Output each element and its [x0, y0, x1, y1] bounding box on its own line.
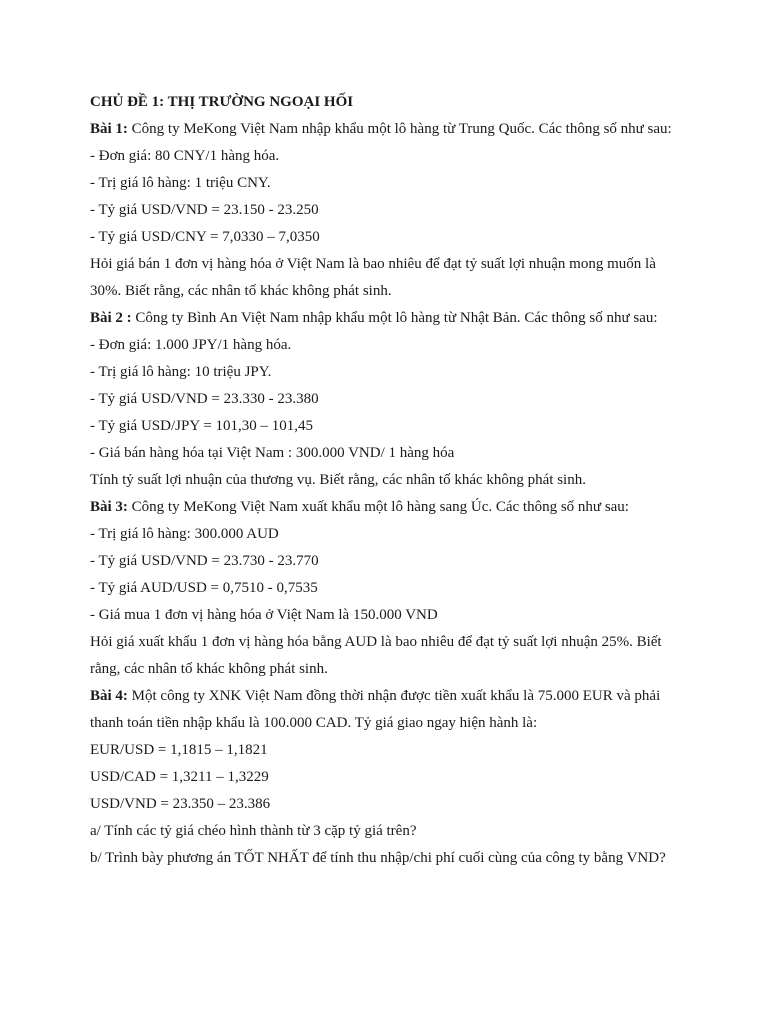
exercise-3-label: Bài 3: — [90, 499, 128, 515]
exercise-2-item: - Đơn giá: 1.000 JPY/1 hàng hóa. — [90, 337, 292, 353]
exercise-4-line: thanh toán tiền nhập khẩu là 100.000 CAD. Tỷ giá giao ngay hiện hành là: — [90, 715, 538, 731]
exercise-3-question: rằng, các nhân tố khác không phát sinh. — [90, 661, 328, 677]
exercise-2-heading — [90, 305, 690, 332]
exercise-4-heading — [90, 683, 690, 710]
exercise-4-line: USD/VND = 23.350 – 23.386 — [90, 796, 271, 812]
exercise-3-item: - Tỷ giá USD/VND = 23.730 - 23.770 — [90, 553, 319, 569]
exercise-1-item: - Tỷ giá USD/VND = 23.150 - 23.250 — [90, 202, 319, 218]
exercise-1-question: 30%. Biết rằng, các nhân tố khác không phát sinh. — [90, 283, 392, 299]
document-page — [90, 89, 690, 872]
exercise-2-item: - Trị giá lô hàng: 10 triệu JPY. — [90, 364, 272, 380]
exercise-2-item: - Tỷ giá USD/VND = 23.330 - 23.380 — [90, 391, 319, 407]
exercise-1-item: - Đơn giá: 80 CNY/1 hàng hóa. — [90, 148, 280, 164]
exercise-1-question: Hỏi giá bán 1 đơn vị hàng hóa ở Việt Nam là bao nhiêu để đạt tỷ suất lợi nhuận mong muốn là — [90, 256, 656, 272]
exercise-1-heading — [90, 116, 690, 143]
exercise-2-question: Tính tỷ suất lợi nhuận của thương vụ. Biết rằng, các nhân tố khác không phát sinh. — [90, 472, 586, 488]
exercise-2-label: Bài 2 : — [90, 310, 132, 326]
exercise-1-intro: Công ty MeKong Việt Nam nhập khẩu một lô hàng từ Trung Quốc. Các thông số như sau: — [127, 121, 672, 137]
exercise-2-item: - Tỷ giá USD/JPY = 101,30 – 101,45 — [90, 418, 314, 434]
exercise-3-heading — [90, 494, 690, 521]
exercise-4-line: a/ Tính các tỷ giá chéo hình thành từ 3 cặp tỷ giá trên? — [90, 823, 417, 839]
document-title: CHỦ ĐỀ 1: THỊ TRƯỜNG NGOẠI HỐI — [90, 94, 354, 110]
exercise-4-line: USD/CAD = 1,3211 – 1,3229 — [90, 769, 269, 785]
exercise-2-item: - Giá bán hàng hóa tại Việt Nam : 300.000 VND/ 1 hàng hóa — [90, 445, 455, 461]
exercise-4-label: Bài 4: — [90, 688, 128, 704]
exercise-3-question: Hỏi giá xuất khẩu 1 đơn vị hàng hóa bằng AUD là bao nhiêu để đạt tỷ suất lợi nhuận 25%. Biết — [90, 634, 662, 650]
exercise-3-item: - Trị giá lô hàng: 300.000 AUD — [90, 526, 279, 542]
exercise-2-intro: Công ty Bình An Việt Nam nhập khẩu một lô hàng từ Nhật Bản. Các thông số như sau: — [131, 310, 658, 326]
exercise-3-intro: Công ty MeKong Việt Nam xuất khẩu một lô hàng sang Úc. Các thông số như sau: — [127, 499, 629, 515]
exercise-3-item: - Tỷ giá AUD/USD = 0,7510 - 0,7535 — [90, 580, 318, 596]
exercise-1-item: - Trị giá lô hàng: 1 triệu CNY. — [90, 175, 271, 191]
exercise-1-item: - Tỷ giá USD/CNY = 7,0330 – 7,0350 — [90, 229, 320, 245]
exercise-4-intro: Một công ty XNK Việt Nam đồng thời nhận được tiền xuất khẩu là 75.000 EUR và phải — [127, 688, 661, 704]
exercise-4-line: EUR/USD = 1,1815 – 1,1821 — [90, 742, 268, 758]
exercise-1-label: Bài 1: — [90, 121, 128, 137]
exercise-3-item: - Giá mua 1 đơn vị hàng hóa ở Việt Nam là 150.000 VND — [90, 607, 438, 623]
exercise-4-line: b/ Trình bày phương án TỐT NHẤT để tính thu nhập/chi phí cuối cùng của công ty bằng VND? — [90, 850, 666, 866]
